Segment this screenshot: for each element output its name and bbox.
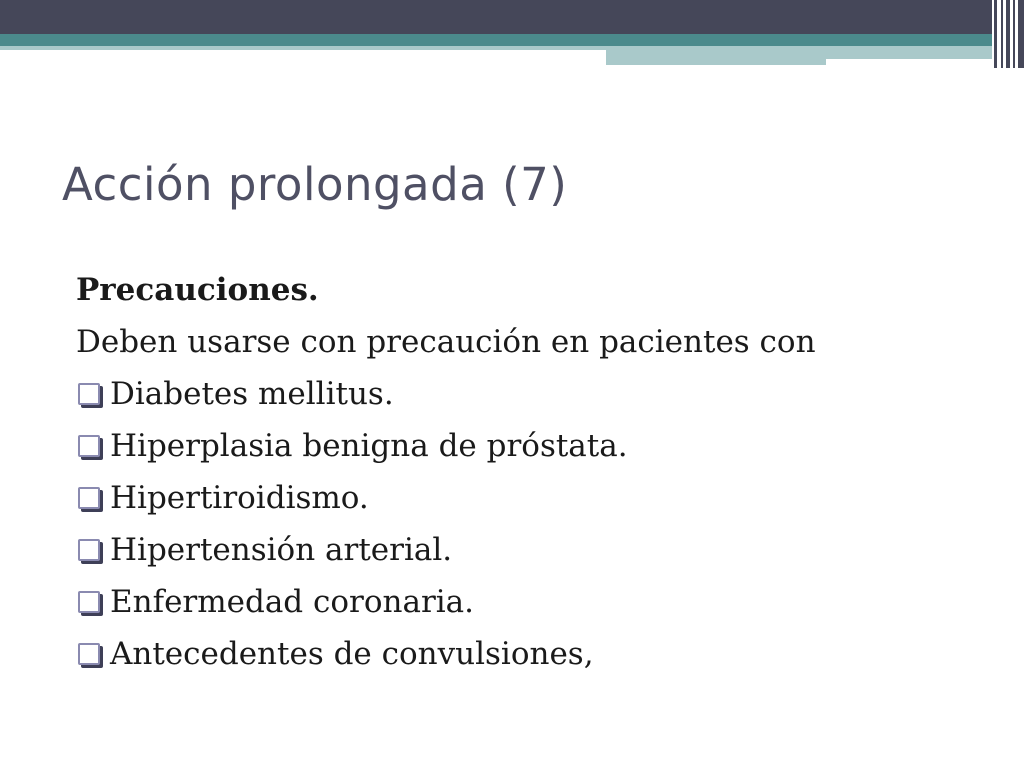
- list-item-label: Enfermedad coronaria.: [110, 584, 475, 620]
- header-vertical-stripes: [992, 0, 1024, 68]
- header-dark-bar: [0, 0, 1024, 34]
- header-light-line: [826, 56, 950, 58]
- list-item: [76, 420, 976, 472]
- list-item: [76, 576, 976, 628]
- header-teal-bar: [0, 34, 1024, 46]
- list-item-label: Antecedentes de convulsiones,: [110, 636, 594, 672]
- checkbox-icon: [78, 435, 100, 457]
- list-item-label: Hiperplasia benigna de próstata.: [110, 428, 628, 464]
- list-item: [76, 524, 976, 576]
- header-light-bar-left: [0, 46, 608, 50]
- list-item: [76, 628, 976, 680]
- list-item: [76, 368, 976, 420]
- list-item-label: Diabetes mellitus.: [110, 376, 394, 412]
- header-light-bar-step: [606, 59, 826, 65]
- checkbox-icon: [78, 591, 100, 613]
- intro-text: Deben usarse con precaución en pacientes con: [76, 324, 816, 360]
- checkbox-icon: [78, 539, 100, 561]
- list-item-label: Hipertiroidismo.: [110, 480, 369, 516]
- section-heading: Precauciones.: [76, 272, 319, 308]
- precautions-list: [76, 368, 976, 680]
- checkbox-icon: [78, 383, 100, 405]
- slide-title: Acción prolongada (7): [62, 158, 568, 211]
- list-item: [76, 472, 976, 524]
- checkbox-icon: [78, 643, 100, 665]
- checkbox-icon: [78, 487, 100, 509]
- slide-body: [76, 264, 976, 680]
- list-item-label: Hipertensión arterial.: [110, 532, 453, 568]
